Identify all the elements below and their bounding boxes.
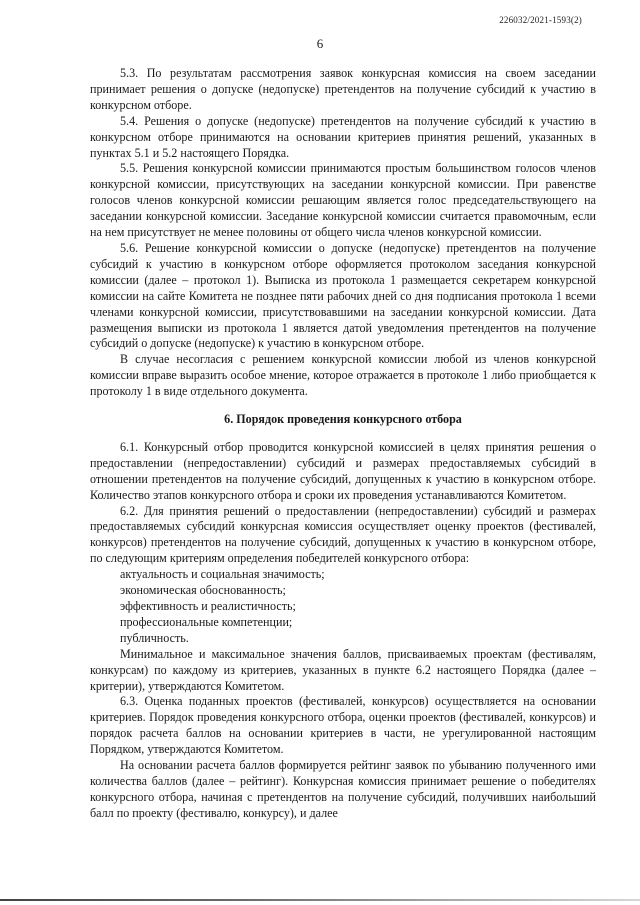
page-number: 6 xyxy=(316,36,324,51)
document-id: 226032/2021-1593(2) xyxy=(499,15,582,25)
paragraph-5-3: 5.3. По результатам рассмотрения заявок конкурсная комиссия на своем заседании принимает решения о допуске (недопуске) претендентов на получение субсидий к участию в конкурсном отборе. xyxy=(90,66,596,112)
section-heading: 6. Порядок проведения конкурсного отбора xyxy=(224,412,462,427)
paragraph-rating: На основании расчета баллов формируется рейтинг заявок по убыванию полученного ими количества баллов (далее – рейтинг). Конкурсная комиссия принимает решение о победителях конкурсного отбора, начиная с претендентов на получение субсидий, получивших наибольший балл по проекту (фестивалю, конкурсу), и далее xyxy=(90,758,596,820)
paragraph-5-4: 5.4. Решения о допуске (недопуске) претендентов на получение субсидий к участию в конкурсном отборе принимаются на основании критериев принятия решений, указанных в пунктах 5.1 и 5.2 настоящего Порядка. xyxy=(90,113,596,160)
list-item: экономическая обоснованность; xyxy=(120,583,286,598)
paragraph-5-5: 5.5. Решения конкурсной комиссии принимаются простым большинством голосов членов конкурсной комиссии, присутствующих на заседании конкурсной комиссии. При равенстве голосов членов конкурсной комиссии решающим является голос председательствующего на заседании конкурсной комиссии. Заседание конкурсной комиссии считается правомочным, если на нем присутствует не менее половины от общего числа членов конкурсной комиссии. xyxy=(90,161,596,240)
paragraph-disagreement: В случае несогласия с решением конкурсной комиссии любой из членов конкурсной комиссии вправе выразить особое мнение, которое отражается в протоколе 1 либо приобщается к протоколу 1 в виде отдельного документа. xyxy=(90,352,596,399)
paragraph-5-6: 5.6. Решение конкурсной комиссии о допуске (недопуске) претендентов на получение субсидий к участию в конкурсном отборе оформляется протоколом заседания конкурсной комиссии (далее – протокол 1). Выписка из протокола 1 размещается секретарем конкурсной комиссии на сайте Комитета не позднее пяти рабочих дней со дня подписания протокола 1 всеми членами конкурсной комиссии, присутствовавшими на заседании конкурсной комиссии. Дата размещения выписки из протокола 1 является датой уведомления претендентов на получение субсидий о допуске (недопуске) к участию в конкурсном отборе. xyxy=(90,240,596,351)
list-item: профессиональные компетенции; xyxy=(120,614,293,629)
list-item: эффективность и реалистичность; xyxy=(120,599,296,613)
paragraph-6-1: 6.1. Конкурсный отбор проводится конкурсной комиссией в целях принятия решения о предоставлении (непредоставлении) субсидий и размерах предоставляемых субсидий в отношении претендентов на получение субсидий, допущенных к участию в конкурсном отборе. Количество этапов конкурсного отбора и сроки их проведения устанавливаются Комитетом. xyxy=(90,439,596,502)
criteria-list xyxy=(90,567,596,647)
list-item: актуальность и социальная значимость; xyxy=(120,567,325,582)
paragraph-6-3: 6.3. Оценка поданных проектов (фестивалей, конкурсов) осуществляется на основании критериев. Порядок проведения конкурсного отбора, оценки проектов (фестивалей, конкурсов) и порядок расчета баллов на основании критериев в части, не урегулированной настоящим Порядком, утверждаются Комитетом. xyxy=(90,694,596,757)
list-item: публичность. xyxy=(120,630,189,645)
scan-edge-line xyxy=(0,899,640,901)
paragraph-6-2: 6.2. Для принятия решений о предоставлении (непредоставлении) субсидий и размерах предоставляемых субсидий конкурсная комиссия осуществляет оценку проектов (фестивалей, конкурсов) претендентов на получение субсидий, допущенных к участию в конкурсном отборе, по следующим критериям определения победителей конкурсного отбора: xyxy=(90,503,596,566)
paragraph-scores: Минимальное и максимальное значения баллов, присваиваемых проектам (фестивалям, конкурсам) по каждому из критериев, указанных в пункте 6.2 настоящего Порядка (далее – критерии), утверждаются Комитетом. xyxy=(90,646,596,693)
document-body xyxy=(90,66,596,822)
